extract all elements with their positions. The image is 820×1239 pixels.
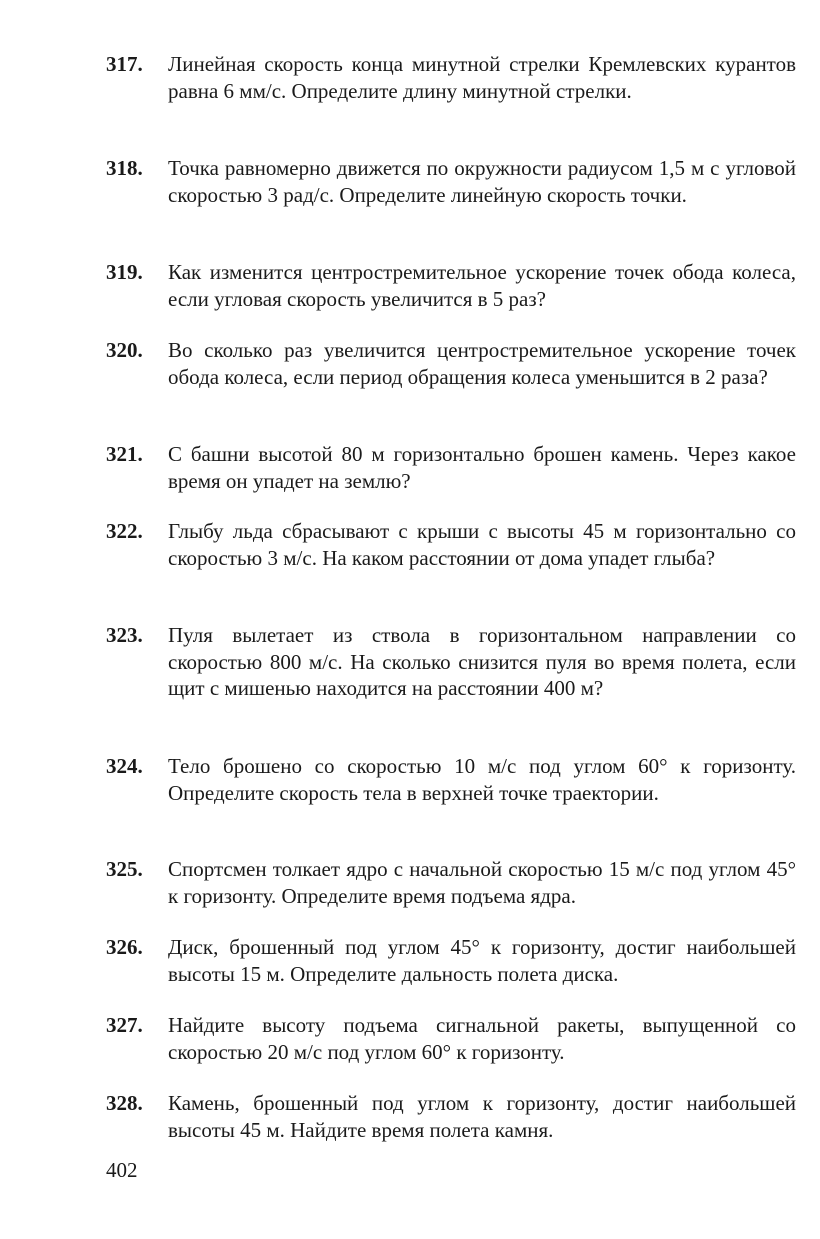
problem-text: Как изменится центростремительное ускорение точек обода колеса, если угловая скорость увеличится в 5 раз? bbox=[168, 260, 796, 311]
page-number: 402 bbox=[106, 1158, 138, 1182]
problem-322 bbox=[106, 518, 796, 571]
problem-number: 328. bbox=[106, 1091, 143, 1115]
problem-319 bbox=[106, 259, 796, 312]
problem-318 bbox=[106, 155, 796, 208]
problem-323 bbox=[106, 622, 796, 702]
problem-text: Точка равномерно движется по окружности радиусом 1,5 м с угловой скоростью 3 рад/с. Определите линейную скорость точки. bbox=[168, 156, 796, 207]
problem-327 bbox=[106, 1012, 796, 1065]
problem-text: Глыбу льда сбрасывают с крыши с высоты 45 м горизонтально со скоростью 3 м/с. На каком расстоянии от дома упадет глыба? bbox=[168, 519, 796, 570]
problem-number: 318. bbox=[106, 156, 143, 180]
problem-number: 323. bbox=[106, 623, 143, 647]
problem-number: 327. bbox=[106, 1013, 143, 1037]
problem-text: Пуля вылетает из ствола в горизонтальном направлении со скоростью 800 м/с. На сколько снизится пуля во время полета, если щит с мишенью находится на расстоянии 400 м? bbox=[168, 623, 796, 700]
problem-number: 319. bbox=[106, 260, 143, 284]
problem-text: Камень, брошенный под углом к горизонту, достиг наибольшей высоты 45 м. Найдите время полета камня. bbox=[168, 1091, 796, 1142]
problem-326 bbox=[106, 934, 796, 987]
problem-text: Спортсмен толкает ядро с начальной скоростью 15 м/с под углом 45° к горизонту. Определите время подъема ядра. bbox=[168, 857, 796, 908]
problem-number: 322. bbox=[106, 519, 143, 543]
problem-text: С башни высотой 80 м горизонтально брошен камень. Через какое время он упадет на землю? bbox=[168, 442, 796, 493]
problem-321 bbox=[106, 441, 796, 494]
problem-number: 324. bbox=[106, 754, 143, 778]
problem-number: 317. bbox=[106, 52, 143, 76]
problem-324 bbox=[106, 753, 796, 806]
problem-number: 325. bbox=[106, 857, 143, 881]
problem-325 bbox=[106, 856, 796, 909]
problem-317 bbox=[106, 51, 796, 104]
problem-text: Тело брошено со скоростью 10 м/с под углом 60° к горизонту. Определите скорость тела в верхней точке траектории. bbox=[168, 754, 796, 805]
problem-text: Найдите высоту подъема сигнальной ракеты, выпущенной со скоростью 20 м/с под углом 60° к горизонту. bbox=[168, 1013, 796, 1064]
problem-number: 321. bbox=[106, 442, 143, 466]
problem-320 bbox=[106, 337, 796, 390]
problem-text: Во сколько раз увеличится центростремительное ускорение точек обода колеса, если период обращения колеса уменьшится в 2 раза? bbox=[168, 338, 796, 389]
problem-text: Линейная скорость конца минутной стрелки Кремлевских курантов равна 6 мм/с. Определите длину минутной стрелки. bbox=[168, 52, 796, 103]
problem-number: 326. bbox=[106, 935, 143, 959]
problem-number: 320. bbox=[106, 338, 143, 362]
problem-328 bbox=[106, 1090, 796, 1143]
problem-text: Диск, брошенный под углом 45° к горизонту, достиг наибольшей высоты 15 м. Определите дальность полета диска. bbox=[168, 935, 796, 986]
